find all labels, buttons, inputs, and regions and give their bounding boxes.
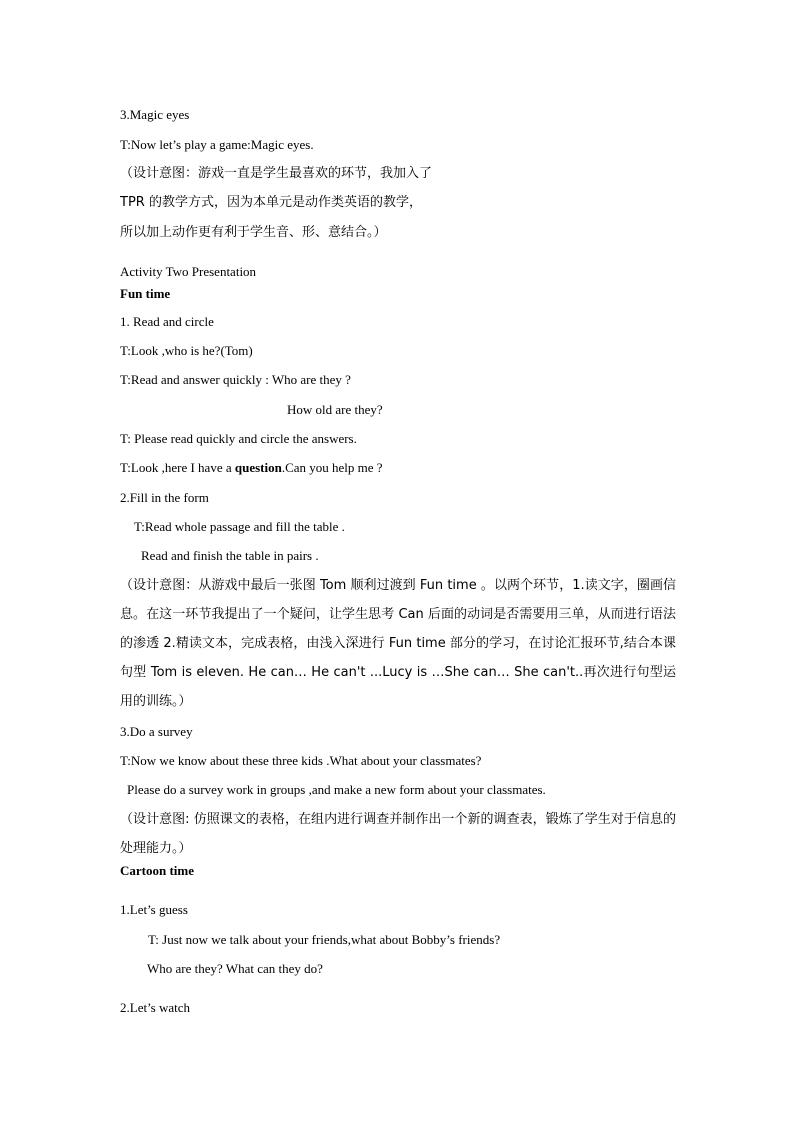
- step-guess: 1.Let’s guess: [120, 902, 188, 917]
- design-note-line: TPR 的教学方式，因为本单元是动作类英语的教学，: [120, 195, 422, 210]
- step-read-circle: 1. Read and circle: [120, 314, 214, 329]
- step-survey: 3.Do a survey: [120, 724, 193, 739]
- fun-time-heading: Fun time: [120, 286, 171, 301]
- read-whole-line: T:Read whole passage and fill the table .: [134, 519, 345, 534]
- cartoon-time-heading: Cartoon time: [120, 863, 195, 878]
- magic-eyes-heading: 3.Magic eyes: [120, 107, 190, 122]
- question-line-post: .Can you help me ?: [281, 460, 383, 475]
- design-note-line: 所以加上动作更有利于学生音、形、意结合。）: [120, 225, 387, 240]
- step-fill-form: 2.Fill in the form: [120, 490, 209, 505]
- design-note-line: （设计意图：游戏一直是学生最喜欢的环节，我加入了: [120, 166, 433, 181]
- just-now-line: T: Just now we talk about your friends,what about Bobby’s friends?: [148, 932, 501, 947]
- who-are-line: Who are they? What can they do?: [147, 961, 323, 976]
- question-line-pre: T:Look ,here I have a: [120, 460, 235, 475]
- please-read-line: T: Please read quickly and circle the answers.: [120, 431, 357, 446]
- activity-title: Activity Two Presentation: [120, 264, 257, 279]
- step-watch: 2.Let’s watch: [120, 1000, 191, 1015]
- magic-eyes-line: T:Now let’s play a game:Magic eyes.: [120, 137, 314, 152]
- question-word: question: [234, 460, 282, 475]
- question-line: [120, 460, 383, 476]
- now-know-line: T:Now we know about these three kids .What about your classmates?: [120, 753, 482, 768]
- how-old-line: How old are they?: [287, 402, 383, 417]
- read-answer-line: T:Read and answer quickly : Who are they ?: [120, 372, 351, 387]
- look-line: T:Look ,who is he?(Tom): [120, 343, 253, 358]
- design-note-paragraph: （设计意图：从游戏中最后一张图 Tom 顺利过渡到 Fun time 。以两个环节，1.读文字，圈画信息。在这一环节我提出了一个疑问，让学生思考 Can 后面的动词是否需要用三单，从而进行语法的渗透 2.精读文本，完成表格，由浅入深进行 Fun time 部分的学习，在讨论汇报环节,结合本课句型 Tom is eleven. He can… He can't ...Lucy is …She can… She can't..再次进行句型运用的训练。）: [120, 578, 676, 709]
- read-finish-line: Read and finish the table in pairs .: [141, 548, 319, 563]
- design-note-survey: （设计意图: 仿照课文的表格，在组内进行调查并制作出一个新的调查表，锻炼了学生对于信息的处理能力。）: [120, 812, 676, 856]
- please-survey-line: Please do a survey work in groups ,and make a new form about your classmates.: [127, 782, 546, 797]
